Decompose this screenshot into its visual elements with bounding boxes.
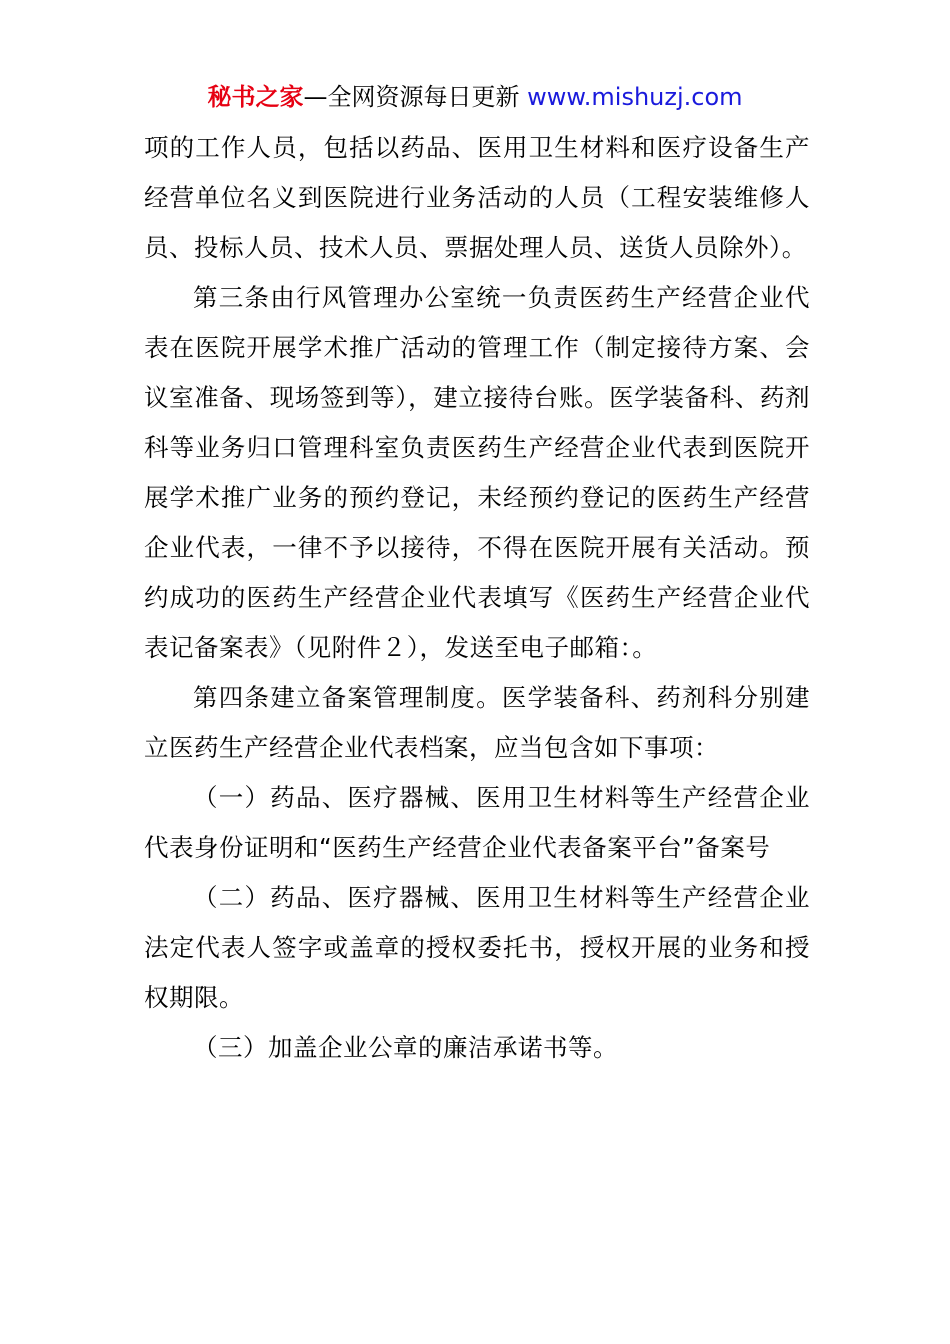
document-body [144,123,810,1073]
paragraph-continuation: 项的工作人员，包括以药品、医用卫生材料和医疗设备生产经营单位名义到医院进行业务活动的人员（工程安装维修人员、投标人员、技术人员、票据处理人员、送货人员除外）。 [144,133,810,262]
site-url-link[interactable]: www.mishuzj.com [527,83,743,111]
site-header [0,80,950,114]
paragraph-item-2: （二）药品、医疗器械、医用卫生材料等生产经营企业法定代表人签字或盖章的授权委托书，授权开展的业务和授权期限。 [144,883,810,1012]
paragraph-article-4: 第四条建立备案管理制度。医学装备科、药剂科分别建立医药生产经营企业代表档案，应当包含如下事项： [144,683,810,762]
paragraph-item-1: （一）药品、医疗器械、医用卫生材料等生产经营企业代表身份证明和“医药生产经营企业代表备案平台”备案号 [144,783,810,862]
site-tagline: —全网资源每日更新 [303,83,520,111]
paragraph-article-3: 第三条由行风管理办公室统一负责医药生产经营企业代表在医院开展学术推广活动的管理工作（制定接待方案、会议室准备、现场签到等），建立接待台账。医学装备科、药剂科等业务归口管理科室负责医药生产经营企业代表到医院开展学术推广业务的预约登记，未经预约登记的医药生产经营企业代表，一律不予以接待，不得在医院开展有关活动。预约成功的医药生产经营企业代表填写《医药生产经营企业代表记备案表》（见附件２），发送至电子邮箱：。 [144,283,810,662]
site-brand: 秘书之家 [207,83,304,111]
paragraph-item-3: （三）加盖企业公章的廉洁承诺书等。 [193,1033,618,1062]
